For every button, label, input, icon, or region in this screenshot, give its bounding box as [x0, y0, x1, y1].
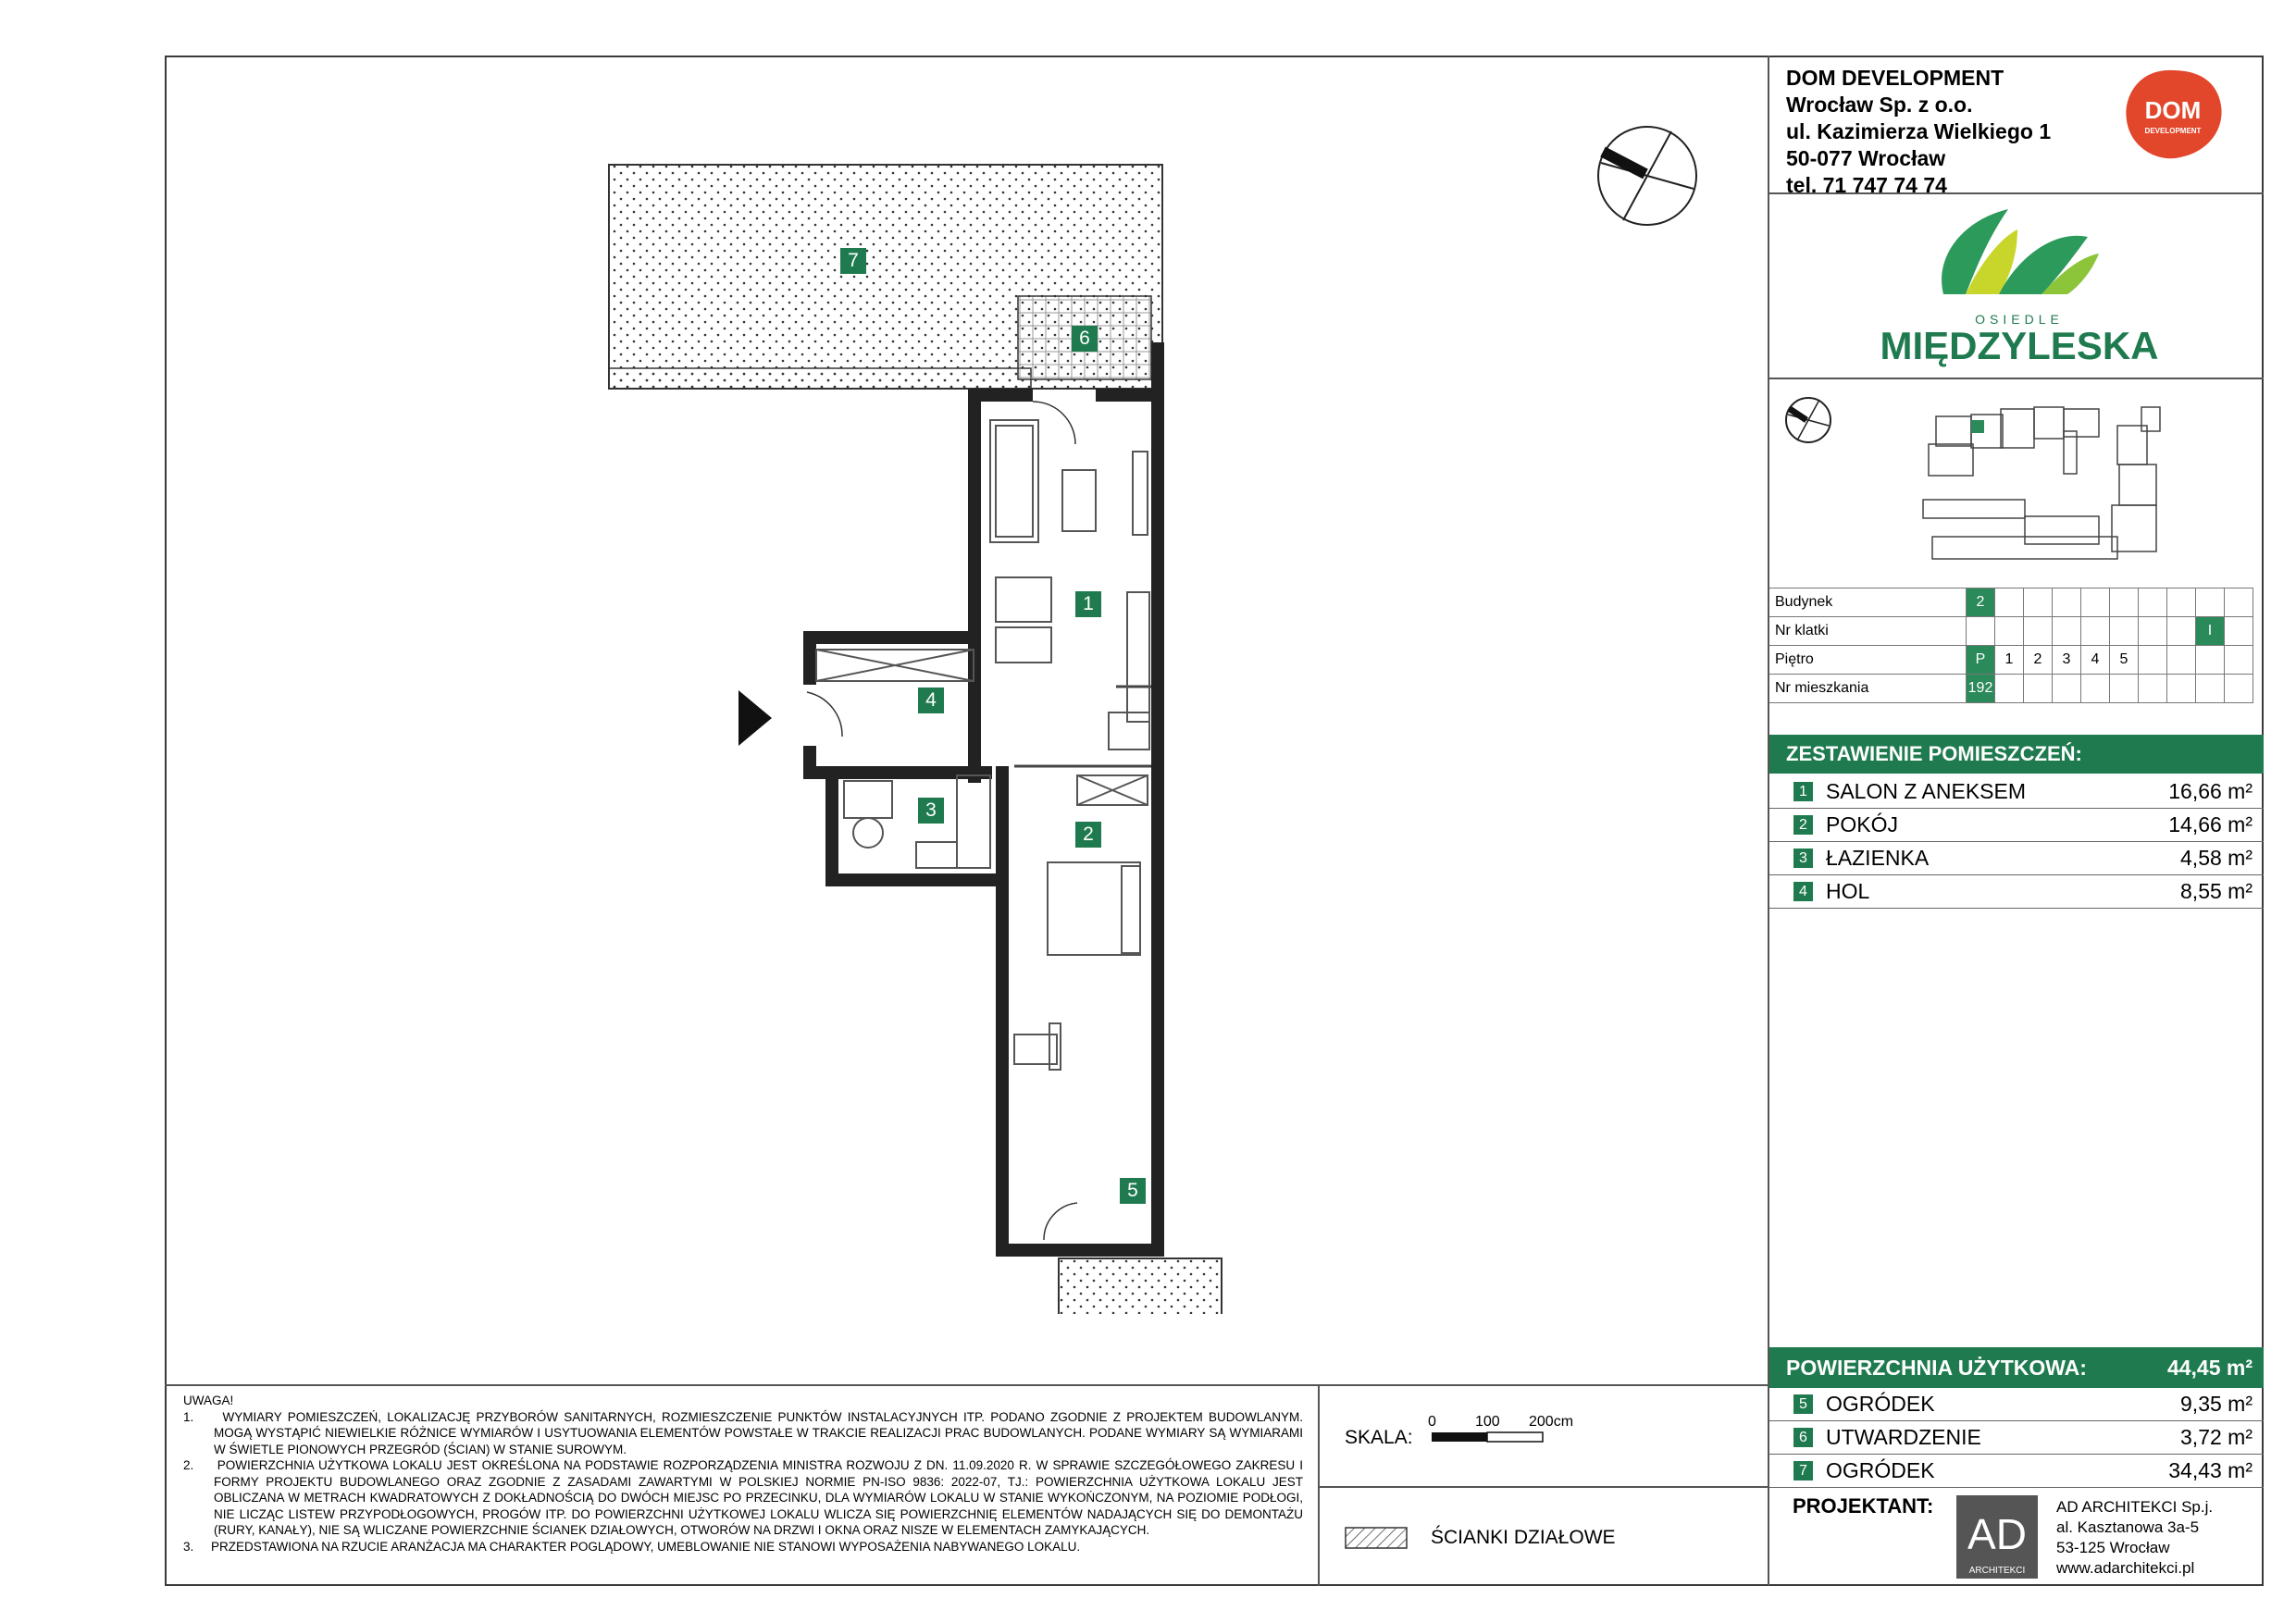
company-line: tel. 71 747 74 74 [1786, 173, 1947, 197]
room-row [1769, 875, 2264, 909]
extra-row [1769, 1388, 2264, 1421]
estate-name: MIĘDZYLESKA [1880, 324, 2159, 367]
compass-small-icon [1781, 392, 1836, 448]
floor-option: 1 [1995, 646, 2024, 675]
plan-tag-hol: 4 [918, 688, 944, 713]
building-label: Budynek [1769, 588, 1967, 617]
scale-bar [1431, 1431, 1545, 1443]
ad-logo-subtext: ARCHITEKCI [1968, 1566, 2026, 1576]
total-label: POWIERZCHNIA UŻYTKOWA: [1786, 1355, 2087, 1380]
extra-row [1769, 1455, 2264, 1488]
floor-option: 3 [2053, 646, 2081, 675]
extra-area: 34,43 m² [2168, 1458, 2253, 1482]
room-name: ŁAZIENKA [1826, 846, 1930, 870]
floor-label: Piętro [1769, 646, 1967, 675]
floor-option: 2 [2024, 646, 2053, 675]
garden-5-area [1059, 1258, 1222, 1314]
stair-value: I [2196, 617, 2225, 646]
estate-small: OSIEDLE [1975, 312, 2064, 327]
extra-row [1769, 1421, 2264, 1455]
note-item: 2. POWIERZCHNIA UŻYTKOWA LOKALU JEST OKREŚLONA NA PODSTAWIE ROZPORZĄDZENIA MINISTRA ROZWOJU Z DN. 11.09.2020 R. W SPRAWIE SZCZEGÓŁOWEGO ZAKRESU I FORMY PROJEKTU BUDOWLANEGO ORAZ ZGODNIE Z ZASADAMI ZAWARTYMI W POLSKIEJ NORMIE PN-ISO 9836: 2022-07, TJ.: POWIERZCHNIA UŻYTKOWA LOKALU JEST OBLICZANA W METRACH KWADRATOWYCH Z DOKŁADNOŚCIĄ DO DWÓCH MIEJSC PO PRZECINKU, DLA WYMIARÓW LOKALU W STANIE WYKOŃCZONYM, NA POZIOMIE PODŁOGI, NIE LICZĄC LISTEW PRZYPODŁOGOWYCH, PROGÓW ITP. DO POWIERZCHNI UŻYTKOWEJ LOKALU WLICZA SIĘ POWIERZCHNIĘ ELEMENTÓW NADAJĄCYCH SIĘ DO DEMONTAŻU (RURY, KANAŁY), NIE SĄ WLICZANE POWIERZCHNIE ŚCIANEK DZIAŁOWYCH, OTWORÓW NA DRZWI I OKNA ORAZ NISZE W ELEMENTACH ZAMYKAJĄCYCH. [183, 1458, 1303, 1537]
room-row [1769, 809, 2264, 842]
extra-name: UTWARDZENIE [1826, 1425, 1981, 1449]
company-line: ul. Kazimierza Wielkiego 1 [1786, 119, 2052, 143]
apartment-info-table [1769, 588, 2253, 703]
extra-area: 9,35 m² [2180, 1392, 2253, 1416]
floor-option: 4 [2081, 646, 2110, 675]
room-number: 4 [1793, 882, 1813, 901]
floor-option: 5 [2110, 646, 2139, 675]
osiedle-miedzyleska-logo [1869, 202, 2166, 374]
room-area: 4,58 m² [2180, 846, 2253, 870]
plan-tag-pokoj: 2 [1075, 822, 1101, 848]
address-line: 53-125 Wrocław [2056, 1539, 2170, 1556]
extra-number: 7 [1793, 1461, 1813, 1481]
notes [183, 1393, 1303, 1555]
company-line: DOM DEVELOPMENT [1786, 66, 2004, 90]
extra-area: 3,72 m² [2180, 1425, 2253, 1449]
legend-divider [1318, 1486, 1769, 1488]
room-name: SALON Z ANEKSEM [1826, 779, 2027, 803]
scale-label: SKALA: [1345, 1427, 1413, 1448]
plan-tag-garden-7: 7 [840, 248, 866, 274]
notes-divider [165, 1384, 1769, 1386]
logo-subtext: DEVELOPMENT [2144, 127, 2202, 135]
total-value: 44,45 m² [2166, 1355, 2253, 1380]
site-plan-thumbnail [1916, 398, 2193, 564]
room-row [1769, 775, 2264, 809]
extra-number: 6 [1793, 1428, 1813, 1447]
ad-architekci-logo [1956, 1495, 2038, 1579]
scale-tick: 0 [1428, 1414, 1436, 1430]
entrance-arrow-icon [738, 690, 772, 746]
company-address [1786, 65, 2051, 199]
company-line: Wrocław Sp. z o.o. [1786, 93, 1973, 117]
apartment-value: 192 [1967, 675, 1995, 703]
room-row [1769, 842, 2264, 875]
room-area: 8,55 m² [2180, 879, 2253, 903]
room-area: 16,66 m² [2168, 779, 2253, 803]
extra-name: OGRÓDEK [1826, 1458, 1935, 1482]
compass-icon [1592, 120, 1703, 231]
estate-divider [1769, 378, 2264, 379]
room-area: 14,66 m² [2168, 812, 2253, 836]
extra-number: 5 [1793, 1394, 1813, 1414]
logo-text: DOM [2144, 96, 2202, 124]
scale-tick: 200cm [1529, 1414, 1574, 1430]
plan-tag-paving-6: 6 [1072, 326, 1098, 352]
room-number: 1 [1793, 782, 1813, 801]
company-line: 50-077 Wrocław [1786, 146, 1946, 170]
plan-tag-salon: 1 [1075, 591, 1101, 617]
ad-logo-text: AD [1967, 1510, 2027, 1558]
apartment-label: Nr mieszkania [1769, 675, 1967, 703]
room-name: POKÓJ [1826, 812, 1898, 836]
address-line: www.adarchitekci.pl [2056, 1559, 2195, 1577]
note-item: 1. WYMIARY POMIESZCZEŃ, LOKALIZACJĘ PRZYBORÓW SANITARNYCH, ROZMIESZCZENIE PUNKTÓW INSTALACYJNYCH ITP. PODANO ZGODNIE Z PROJEKTEM BUDOWLANYM. MOGĄ WYSTĄPIĆ NIEWIELKIE RÓŻNICE WYMIARÓW I USYTUOWANIA ELEMENTÓW POWSTAŁE W TRAKCIE REALIZACJI PRAC BUDOWLANYCH. PODANE WYMIARY SĄ WYMIARAMI W ŚWIETLE PIONOWYCH PRZEGRÓD (ŚCIAN) W STANIE SUROWYM. [183, 1409, 1303, 1456]
room-number: 2 [1793, 815, 1813, 835]
room-number: 3 [1793, 849, 1813, 868]
dom-development-logo [2119, 65, 2230, 167]
total-area-bar [1769, 1347, 2264, 1388]
plan-tag-garden-5: 5 [1120, 1178, 1146, 1204]
address-line: AD ARCHITEKCI Sp.j. [2056, 1498, 2214, 1516]
plan-tag-lazienka: 3 [918, 798, 944, 824]
scale-tick: 100 [1475, 1414, 1500, 1430]
scale-divider [1318, 1384, 1320, 1586]
room-name: HOL [1826, 879, 1870, 903]
building-value: 2 [1967, 588, 1995, 617]
floor-plan [592, 157, 1259, 1314]
address-line: al. Kasztanowa 3a-5 [2056, 1518, 2200, 1536]
projektant-address [2056, 1497, 2213, 1579]
extra-name: OGRÓDEK [1826, 1392, 1935, 1416]
notes-title: UWAGA! [183, 1394, 234, 1407]
partition-wall-hatch-icon [1345, 1527, 1409, 1551]
note-item: 3. PRZEDSTAWIONA NA RZUCIE ARANŻACJA MA CHARAKTER POGLĄDOWY, UMEBLOWANIE NIE STANOWI WYPOSAŻENIA NABYWANEGO LOKALU. [183, 1539, 1081, 1554]
rooms-header: ZESTAWIENIE POMIESZCZEŃ: [1769, 735, 2264, 774]
stair-label: Nr klatki [1769, 617, 1967, 646]
floor-selected: P [1967, 646, 1995, 675]
projektant-label: PROJEKTANT: [1793, 1494, 1934, 1518]
legend-label: ŚCIANKI DZIAŁOWE [1431, 1527, 1616, 1548]
